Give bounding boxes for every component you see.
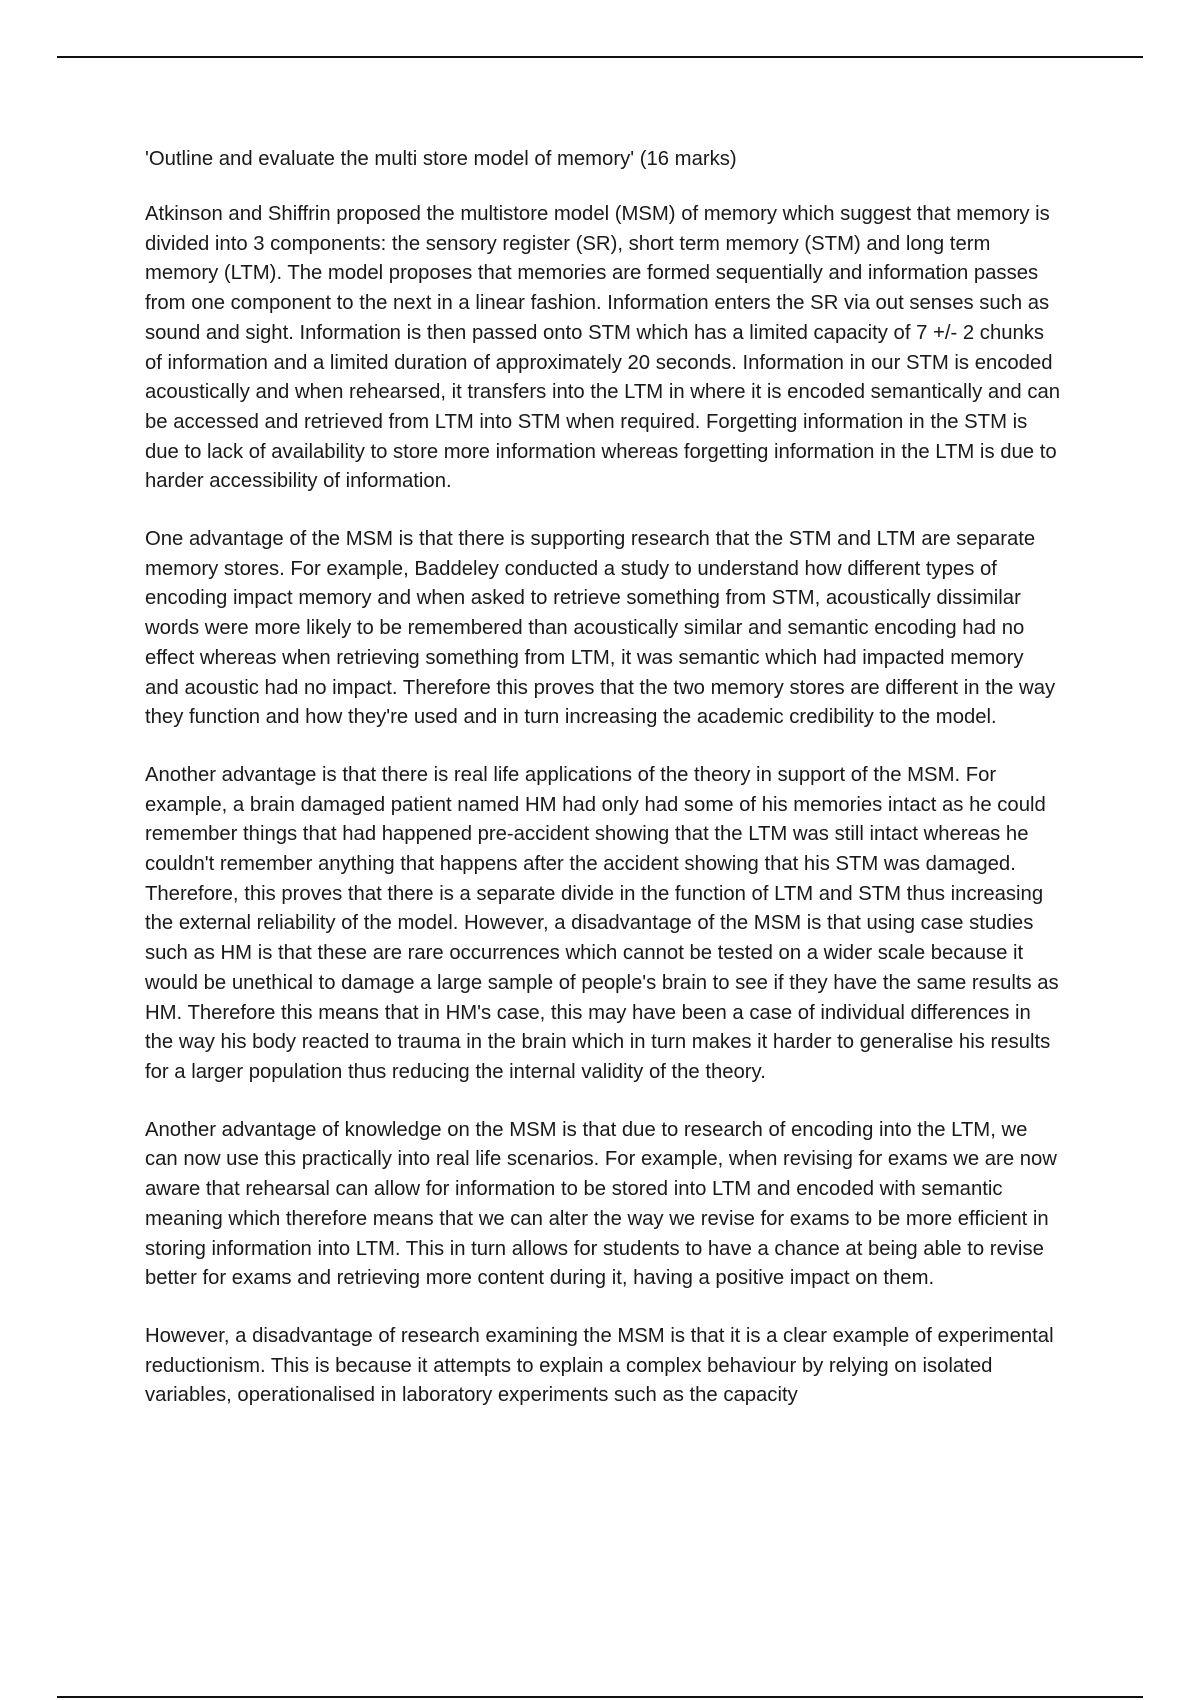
paragraph-real-life-applications: Another advantage is that there is real life applications of the theory in support of the MSM. For example, a brain damaged patient named HM had only had some of his memories intact as he could remember things that had happened pre-accident showing that the LTM was still intact whereas he couldn't remember anything that happens after the accident showing that his STM was damaged. Therefore, this proves that there is a separate divide in the function of LTM and STM thus increasing the external reliability of the model. However, a disadvantage of the MSM is that using case studies such as HM is that these are rare occurrences which cannot be tested on a wider scale because it would be unethical to damage a large sample of people's brain to see if they have the same results as HM. Therefore this means that in HM's case, this may have been a case of individual differences in the way his body reacted to trauma in the brain which in turn makes it harder to generalise his results for a larger population thus reducing the internal validity of the theory. [145,763,1059,1083]
essay-question: 'Outline and evaluate the multi store model of memory' (16 marks) [145,148,737,170]
paragraph-reductionism: However, a disadvantage of research examining the MSM is that it is a clear example of experimental reductionism. This is because it attempts to explain a complex behaviour by relying on isolated variables, operationalised in laboratory experiments such as the capacity [145,1324,1054,1407]
top-divider [57,56,1143,58]
paragraph-msm-outline: Atkinson and Shiffrin proposed the multistore model (MSM) of memory which suggest that memory is divided into 3 components: the sensory register (SR), short term memory (STM) and long term memory (LTM). The model proposes that memories are formed sequentially and information passes from one component to the next in a linear fashion. Information enters the SR via out senses such as sound and sight. Information is then passed onto STM which has a limited capacity of 7 +/- 2 chunks of information and a limited duration of approximately 20 seconds. Information in our STM is encoded acoustically and when rehearsed, it transfers into the LTM in where it is encoded semantically and can be accessed and retrieved from LTM into STM when required. Forgetting information in the STM is due to lack of availability to store more information whereas forgetting information in the LTM is due to harder accessibility of information. [145,203,1061,493]
bottom-divider [57,1696,1143,1698]
document-body [145,144,1060,1439]
paragraph-supporting-research: One advantage of the MSM is that there is supporting research that the STM and LTM are separate memory stores. For example, Baddeley conducted a study to understand how different types of encoding impact memory and when asked to retrieve something from STM, acoustically dissimilar words were more likely to be remembered than acoustically similar and semantic encoding had no effect whereas when retrieving something from LTM, it was semantic which had impacted memory and acoustic had no impact. Therefore this proves that the two memory stores are different in the way they function and how they're used and in turn increasing the academic credibility to the model. [145,528,1056,729]
paragraph-practical-knowledge: Another advantage of knowledge on the MSM is that due to research of encoding into the LTM, we can now use this practically into real life scenarios. For example, when revising for exams we are now aware that rehearsal can allow for information to be stored into LTM and encoded with semantic meaning which therefore means that we can alter the way we revise for exams to be more efficient in storing information into LTM. This in turn allows for students to have a chance at being able to revise better for exams and retrieving more content during it, having a positive impact on them. [145,1118,1057,1290]
